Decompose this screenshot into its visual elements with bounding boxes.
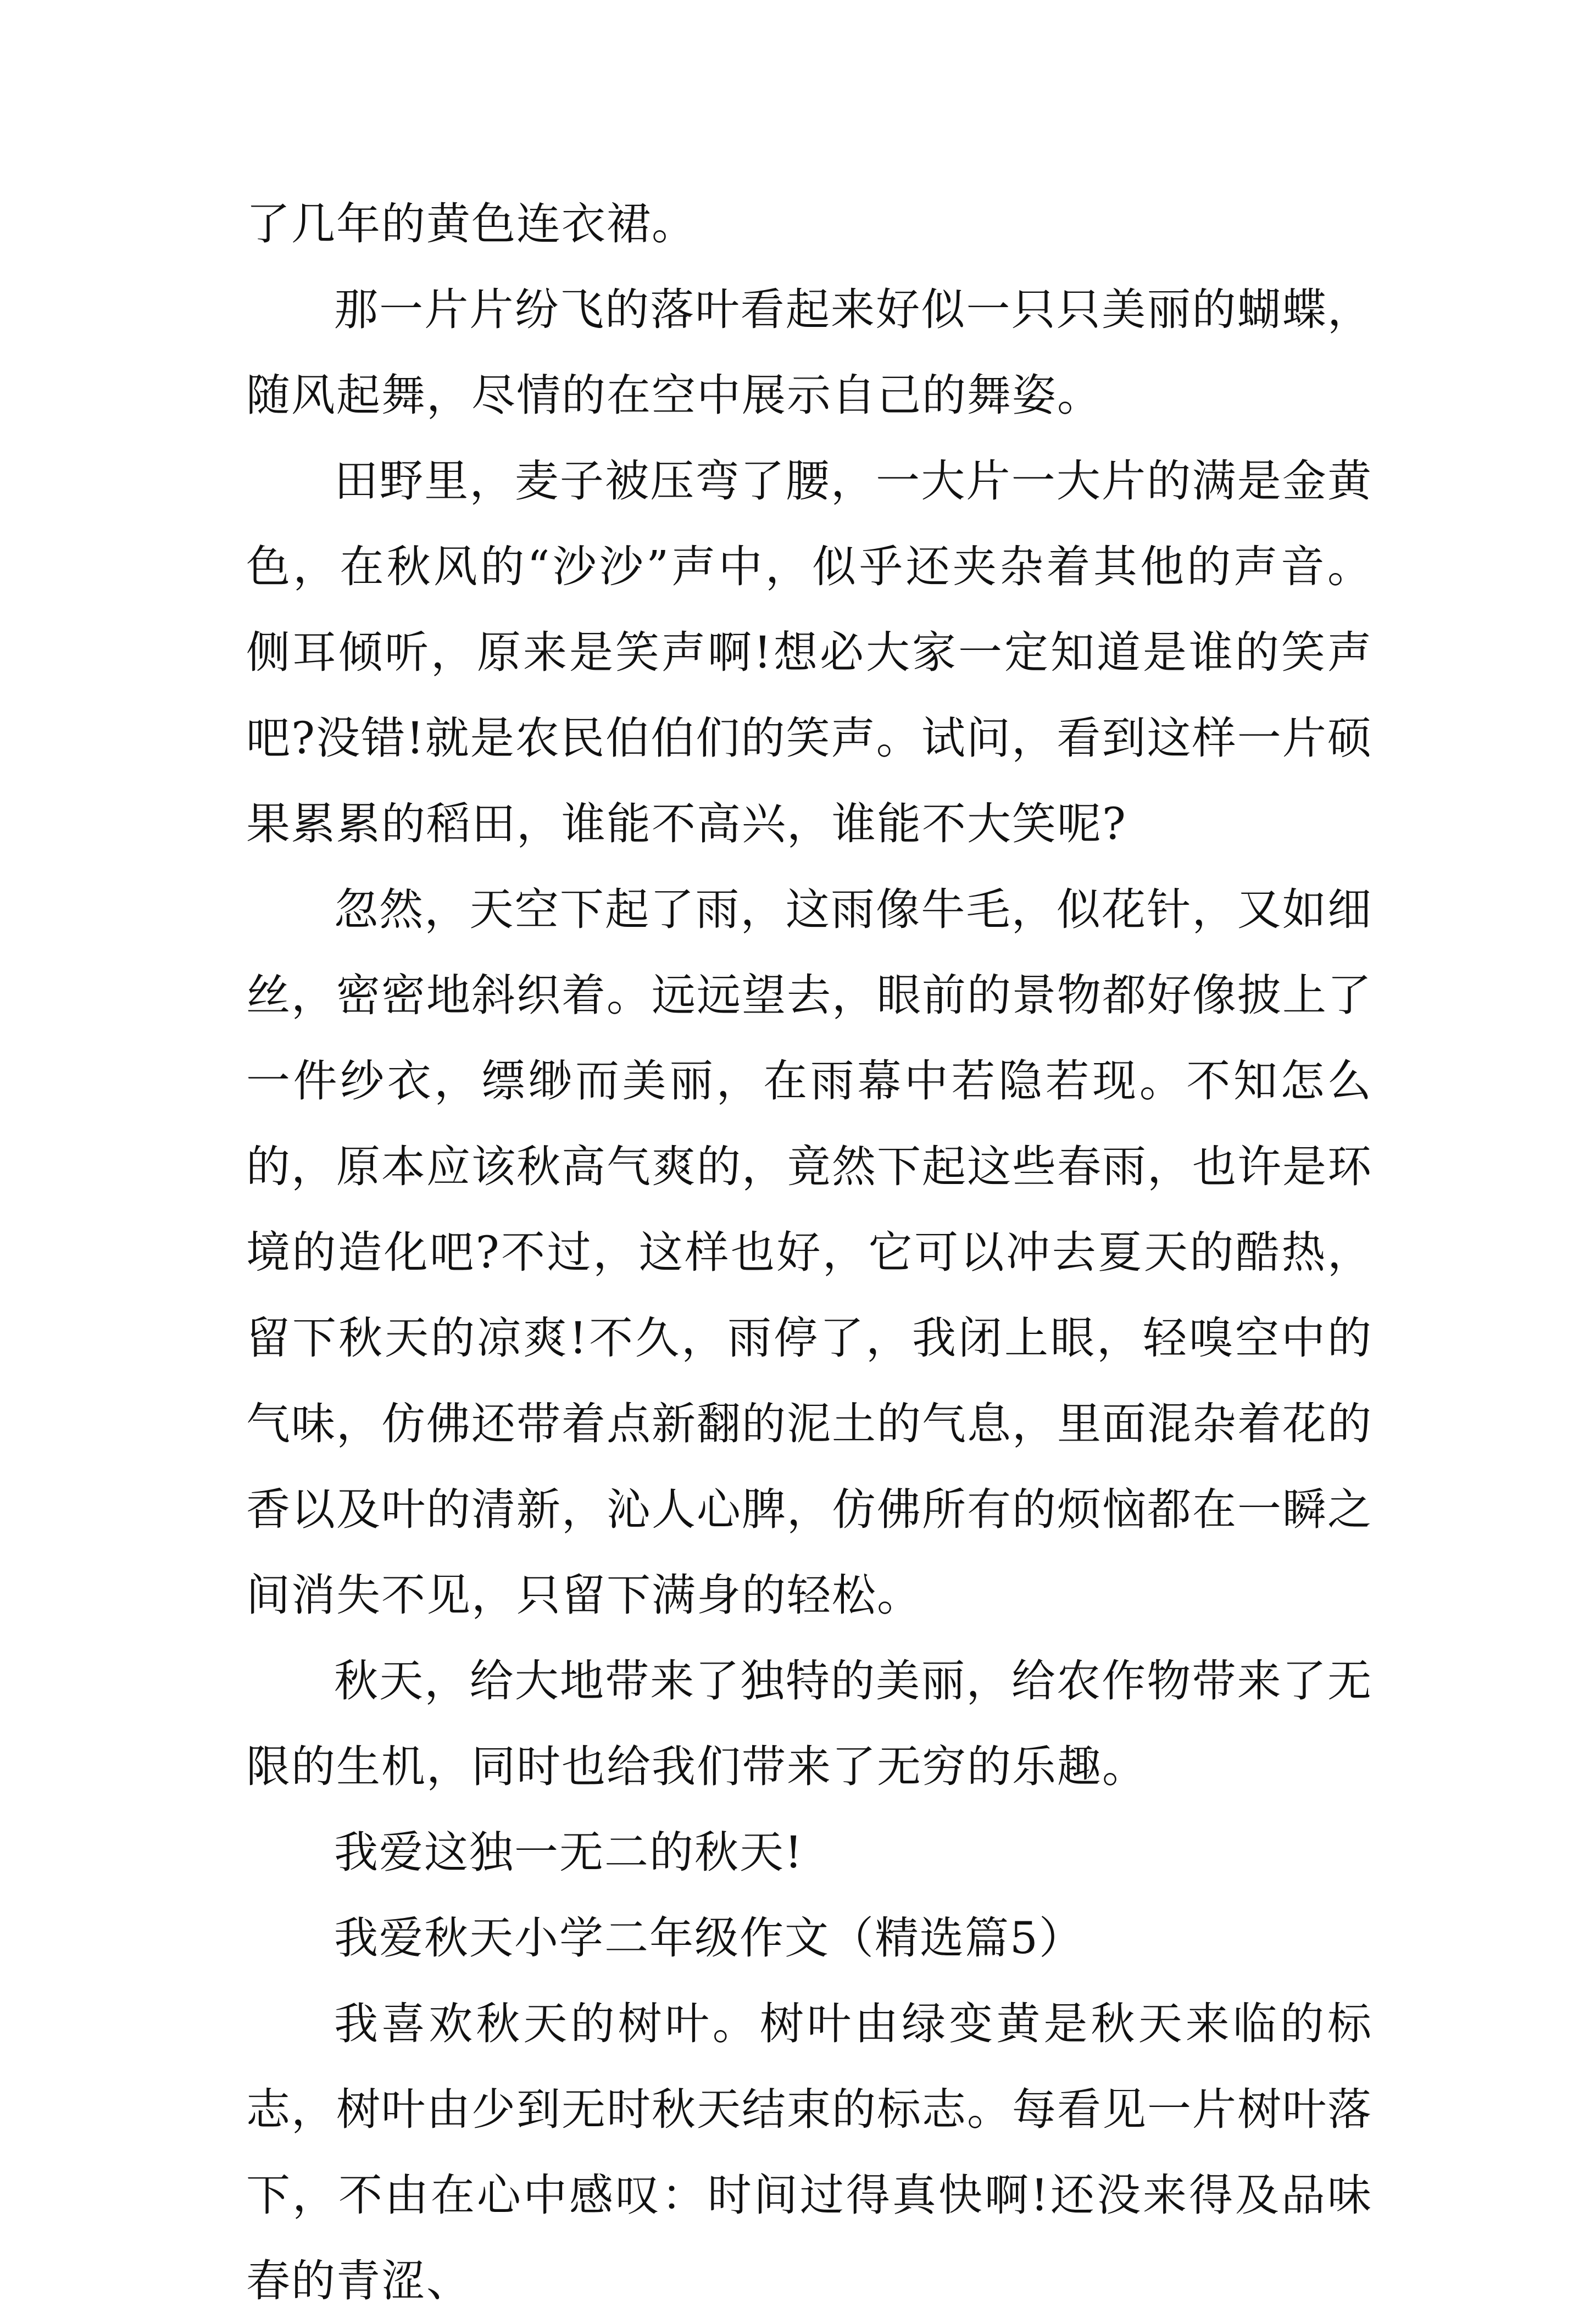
paragraph-wheat-field: 田野里，麦子被压弯了腰，一大片一大片的满是金黄色，在秋风的“沙沙”声中，似乎还夹杂着其他的声音。侧耳倾听，原来是笑声啊!想必大家一定知道是谁的笑声吧?没错!就是农民伯伯们的笑声。试问，看到这样一片硕果累累的稻田，谁能不高兴，谁能不大笑呢? (246, 455, 1372, 849)
document-body (246, 181, 1372, 2324)
paragraph-autumn-gifts: 秋天，给大地带来了独特的美丽，给农作物带来了无限的生机，同时也给我们带来了无穷的乐趣。 (246, 1655, 1372, 1792)
paragraph-continuation: 了几年的黄色连衣裙。 (246, 198, 697, 249)
section-heading: 我爱秋天小学二年级作文（精选篇5） (334, 1912, 1084, 1964)
paragraph-tree-leaves: 我喜欢秋天的树叶。树叶由绿变黄是秋天来临的标志，树叶由少到无时秋天结束的标志。每看见一片树叶落下，不由在心中感叹：时间过得真快啊!还没来得及品味春的青涩、 (246, 1998, 1372, 2306)
paragraph-falling-leaves: 那一片片纷飞的落叶看起来好似一只只美丽的蝴蝶，随风起舞，尽情的在空中展示自己的舞姿。 (246, 284, 1372, 421)
paragraph-autumn-rain: 忽然，天空下起了雨，这雨像牛毛，似花针，又如细丝，密密地斜织着。远远望去，眼前的景物都好像披上了一件纱衣，缥缈而美丽，在雨幕中若隐若现。不知怎么的，原本应该秋高气爽的，竟然下起这些春雨，也许是环境的造化吧?不过，这样也好，它可以冲去夏天的酷热，留下秋天的凉爽!不久，雨停了，我闭上眼，轻嗅空中的气味，仿佛还带着点新翻的泥土的气息，里面混杂着花的香以及叶的清新，沁人心脾，仿佛所有的烦恼都在一瞬之间消失不见，只留下满身的轻松。 (246, 884, 1372, 1621)
paragraph-love-autumn: 我爱这独一无二的秋天! (334, 1827, 804, 1878)
